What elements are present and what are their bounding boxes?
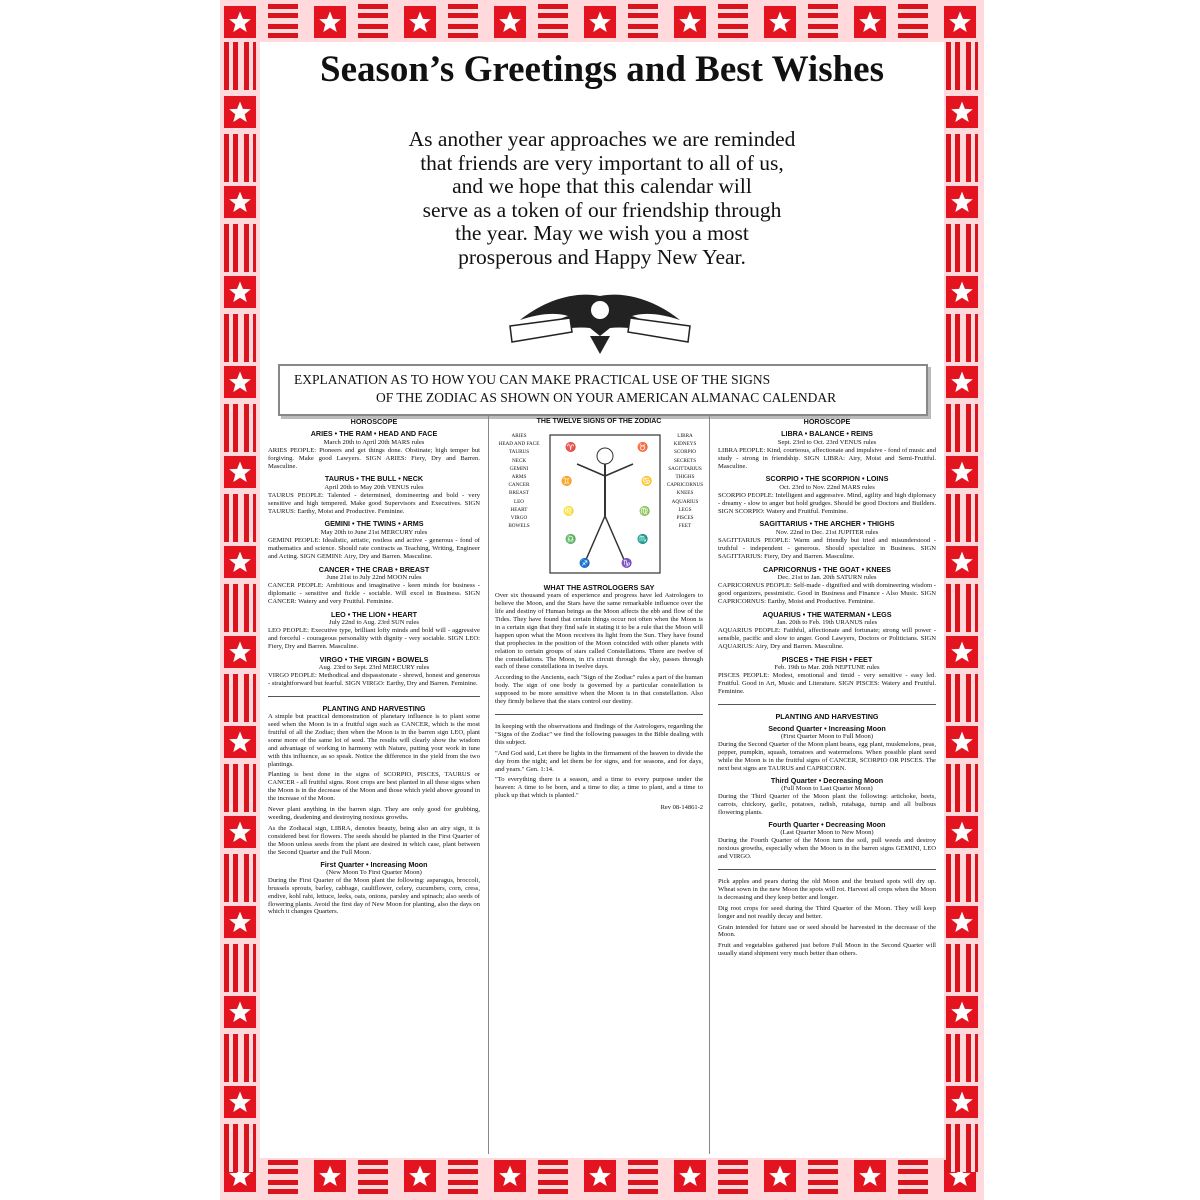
sign-heading: VIRGO • THE VIRGIN • BOWELS <box>319 654 429 664</box>
sign-dates: Aug. 23rd to Sept. 23rd MERCURY rules <box>318 663 430 671</box>
stripe-band <box>224 404 256 452</box>
paragraph: During the First Quarter of the Moon plant the following: asparagus, broccoli, brussels sprouts, barley, cabbage, cauliflower, celery, cucumbers, corn, cress, endive, kohl rabi, lettuce, leeks, oats, onions, parsley and spinach; also seeds of flowering plants. Avoid the first day of New Moon for planting, also the days on which it changes Quarters. <box>268 876 480 916</box>
divider <box>718 869 936 870</box>
star-icon <box>946 366 978 398</box>
paragraph: During the Second Quarter of the Moon plant beans, egg plant, muskmelons, peas, pepper, pumpkin, squash, tomatoes and watermelons. When possible plant seed while the Moon is in the fruitful signs of CANCER, SCORPIO OR PISCES. The next best signs are TAURUS and CAPRICORN. <box>718 741 936 773</box>
svg-text:♏: ♏ <box>637 533 649 544</box>
svg-text:♑: ♑ <box>621 557 633 568</box>
sign-text: SAGITTARIUS PEOPLE: Warm and friendly but tried and misunderstood - truthful - independent - generous. Should specialize in Business. SIGN SAGITTARIUS: Fiery, Dry and Barren. Masculine. <box>718 536 936 560</box>
zodiac-label: VIRGO <box>510 514 528 521</box>
stripe-band <box>946 1034 978 1082</box>
star-icon <box>494 6 526 38</box>
divider <box>268 696 480 697</box>
horoscope-header: HOROSCOPE <box>350 417 398 426</box>
stripe-band <box>946 42 978 90</box>
section-subheading: (First Quarter Moon to Full Moon) <box>780 733 874 741</box>
zodiac-label: HEAD AND FACE <box>498 441 540 448</box>
star-icon <box>946 456 978 488</box>
stripe-band <box>946 764 978 812</box>
zodiac-label: SAGITTARIUS <box>668 465 702 472</box>
sign-heading: LIBRA • BALANCE • REINS <box>781 429 873 439</box>
svg-text:♉: ♉ <box>637 441 649 452</box>
star-icon <box>854 6 886 38</box>
stripe-band <box>718 4 748 40</box>
stripe-band <box>224 224 256 272</box>
star-icon <box>224 636 256 668</box>
greeting-line: the year. May we wish you a most <box>455 221 749 245</box>
star-icon <box>944 6 976 38</box>
sign-text: PISCES PEOPLE: Modest, emotional and timid - very sensitive - easy led. Fruitful. Good in Art, Music and Literature. SIGN PISCES: Watery and Fruitful. Feminine. <box>718 671 936 695</box>
greeting-line: As another year approaches we are reminded <box>408 127 796 151</box>
greeting-line: prosperous and Happy New Year. <box>458 244 746 269</box>
greeting-line: serve as a token of our friendship through <box>422 197 782 222</box>
zodiac-labels-left <box>495 432 543 530</box>
sign-text: ARIES PEOPLE: Pioneers and get things done. Obstinate; high temper but forgiving. Make good Lawyers. SIGN ARIES: Fiery, Dry and Barren. Masculine. <box>268 446 480 470</box>
star-icon <box>946 636 978 668</box>
stripe-band <box>224 42 256 90</box>
paragraph: Never plant anything in the barren sign. They are only good for grubbing, weeding, deadening and destroying noxious growths. <box>268 806 480 821</box>
zodiac-label: CANCER <box>508 482 530 489</box>
stripe-band <box>946 314 978 362</box>
svg-text:♋: ♋ <box>641 475 653 486</box>
sign-entry <box>718 566 936 606</box>
section-heading: PLANTING AND HARVESTING <box>322 703 426 713</box>
explanation-line-1: EXPLANATION AS TO HOW YOU CAN MAKE PRACTICAL USE OF THE SIGNS <box>294 372 771 387</box>
zodiac-label: BOWELS <box>508 523 530 530</box>
star-icon <box>224 546 256 578</box>
stripe-band <box>946 584 978 632</box>
stripe-band <box>898 4 928 40</box>
greeting-message <box>360 128 844 269</box>
stripe-band <box>224 1034 256 1082</box>
zodiac-label: FEET <box>678 523 692 530</box>
zodiac-label: LEO <box>513 498 525 505</box>
sign-text: TAURUS PEOPLE: Talented - determined, domineering and bold - very sensitive and high tempered. Make good Supervisors and Executives. SIGN TAURUS: Earthy, Moist and Productive. Feminine. <box>268 491 480 515</box>
star-icon <box>314 6 346 38</box>
section-heading: Third Quarter • Decreasing Moon <box>770 775 884 785</box>
stripe-band <box>946 854 978 902</box>
sign-text: CANCER PEOPLE: Ambitious and imaginative - keen minds for business - diplomatic - sensitive and fickle - sociable. Will excel in Business. SIGN CANCER: Watery and very Fruitful. Feminine. <box>268 581 480 605</box>
paragraph: Grain intended for future use or seed should be harvested in the decrease of the Moon. <box>718 923 936 939</box>
sign-text: GEMINI PEOPLE: Idealistic, artistic, restless and active - generous - fond of mathematics and science. Should rate contracts as Teaching, Writing, Engineer and Acting. SIGN GEMINI: Airy, Dry and Barren. Masculine. <box>268 536 480 560</box>
paragraph: Fruit and vegetables gathered just before Full Moon in the Second Quarter will usually stand shipment very much better than others. <box>718 942 936 958</box>
stripe-band <box>946 224 978 272</box>
paragraph: According to the Ancients, each "Sign of the Zodiac" rules a part of the human body. The sign of one body is governed by a particular constellation is supposed to be more sensitive when the Moon is in that constellation. Also they firmly believe that the stars control our destiny. <box>495 674 703 706</box>
sign-dates: Jan. 20th to Feb. 19th URANUS rules <box>776 618 878 626</box>
sign-heading: TAURUS • THE BULL • NECK <box>324 474 424 484</box>
zodiac-label: TAURUS <box>508 449 530 456</box>
sign-heading: PISCES • THE FISH • FEET <box>781 654 873 664</box>
zodiac-chart <box>495 430 703 580</box>
star-icon <box>946 996 978 1028</box>
sign-heading: SCORPIO • THE SCORPION • LOINS <box>765 474 889 484</box>
sign-heading: GEMINI • THE TWINS • ARMS <box>324 519 424 529</box>
explanation-line-2: OF THE ZODIAC AS SHOWN ON YOUR AMERICAN ALMANAC CALENDAR <box>376 390 837 405</box>
svg-text:♈: ♈ <box>565 441 577 452</box>
paragraph: During the Third Quarter of the Moon plant the following: artichoke, beets, carrots, chickory, garlic, potatoes, radish, rutabaga, turnip and all bulbous flowering plants. <box>718 793 936 817</box>
section-heading: Second Quarter • Increasing Moon <box>768 724 886 733</box>
star-icon <box>584 6 616 38</box>
section-heading: First Quarter • Increasing Moon <box>320 859 428 869</box>
star-icon <box>946 276 978 308</box>
greeting-line: and we hope that this calendar will <box>452 174 752 198</box>
paragraph: As the Zodiacal sign, LIBRA, denotes beauty, being also an airy sign, it is considered best for flowers. The seeds should be planted in the First Quarter of the Moon unless seeds from the plant are desired in which case, plant between the Second Quarter and the Full Moon. <box>268 824 480 856</box>
content-panel <box>260 42 944 1158</box>
divider <box>718 704 936 705</box>
star-icon <box>224 366 256 398</box>
star-icon <box>946 186 978 218</box>
sign-entry <box>268 520 480 560</box>
star-icon <box>854 1160 886 1192</box>
stripe-band <box>224 854 256 902</box>
star-icon <box>946 1086 978 1118</box>
sign-entry <box>718 520 936 560</box>
star-icon <box>224 276 256 308</box>
zodiac-label: HEART <box>510 506 528 513</box>
zodiac-label: PISCES <box>676 514 694 521</box>
zodiac-label: KIDNEYS <box>673 441 697 448</box>
sign-dates: June 21st to July 22nd MOON rules <box>326 573 422 581</box>
stripe-band <box>946 1124 978 1172</box>
sign-text: CAPRICORNUS PEOPLE: Self-made - dignified and with domineering wisdom - good organizers, pessimistic. Good in Business and Finance - Also Music. SIGN CAPRICORNUS: Earthy, Moist and Productive. Feminine. <box>718 581 936 605</box>
section-heading: Fourth Quarter • Decreasing Moon <box>768 819 886 829</box>
section-heading: WHAT THE ASTROLOGERS SAY <box>543 582 655 592</box>
stripe-band <box>224 584 256 632</box>
sign-entry <box>268 611 480 651</box>
divider <box>495 714 703 715</box>
star-icon <box>404 1160 436 1192</box>
section-subheading: (Last Quarter Moon to New Moon) <box>780 829 874 837</box>
stripe-band <box>898 1160 928 1196</box>
left-column <box>268 414 480 1154</box>
star-icon <box>224 6 256 38</box>
star-icon <box>674 1160 706 1192</box>
stripe-band <box>224 944 256 992</box>
middle-column <box>488 414 710 1154</box>
star-icon <box>584 1160 616 1192</box>
stripe-band <box>448 4 478 40</box>
svg-text:♐: ♐ <box>579 557 591 568</box>
right-column <box>718 414 936 1154</box>
stripe-band <box>946 944 978 992</box>
horoscope-header: HOROSCOPE <box>803 417 851 426</box>
zodiac-label: THIGHS <box>675 473 695 480</box>
star-icon <box>946 726 978 758</box>
paragraph: Pick apples and pears during the old Moon and the bruised spots will dry up. Wheat sown in the new Moon the spots will rot. Harvest all crops when the Moon is decreasing and they keep better and longer. <box>718 878 936 901</box>
star-icon <box>224 906 256 938</box>
stripe-band <box>946 494 978 542</box>
sign-entry <box>268 475 480 515</box>
sign-text: LIBRA PEOPLE: Kind, courteous, affectionate and impulsive - fond of music and study - strong in friendship. SIGN LIBRA: Airy, Moist and Semi-Fruitful. Masculine. <box>718 446 936 470</box>
paragraph: A simple but practical demonstration of planetary influence is to plant some seed when the Moon is in a fruitful sign such as CANCER, which is the most fruitful of all the Zodiac; then when the Moon is in the barren sign LEO, plant some more of the same lot of seed. The results will clearly show the wisdom and advantage of working in harmony with Nature, putting your work in tune with this influence, as so speak. Notice the difference in the yield from the two plantings. <box>268 713 480 768</box>
page-title: Season’s Greetings and Best Wishes <box>320 49 884 90</box>
paragraph: "To everything there is a season, and a time to every purpose under the heaven: A time to be born, and a time to die; a time to plant, and a time to pluck up that which is planted." <box>495 776 703 800</box>
paragraph: Over six thousand years of experience and progress have led Astrologers to believe the Moon, and the Stars have the same remarkable influence over the life and destiny of Human beings as the Moon affects the ebb and flow of the Tides. They have found that certain things occur not often when the Moon is in a certain sign that they find safe in stating it to be a rule that the Moon will happen upon what the Moon receives its light from the Sun. They have found that prophecies in the position of the Moon coincided with other planets with relation to certain groups of stars called Constellations. There are twelve of the constellations. The Moon, in it's circuit through the sky, passes through each of these constellations in twelve days. <box>495 592 703 671</box>
stripe-band <box>268 1160 298 1196</box>
zodiac-label: LIBRA <box>677 432 693 439</box>
section-subheading: (New Moon To First Quarter Moon) <box>326 868 422 876</box>
star-icon <box>946 816 978 848</box>
paragraph: Dig root crops for seed during the Third Quarter of the Moon. They will keep longer and not readily decay and better. <box>718 904 936 920</box>
paragraph: Planting is best done in the signs of SCORPIO, PISCES, TAURUS or CANCER - all fruitful signs. Root crops are best planted in all these signs when the Moon is in the decrease of the Moon and those which yield above ground in the increase of the Moon. <box>268 771 480 803</box>
sign-text: SCORPIO PEOPLE: Intelligent and aggressive. Mind, agility and high diplomacy - dreamy - slow to anger but hold grudges. Should be good Doctors and Builders. SIGN SCORPIO: Watery and Fruitful. Feminine. <box>718 491 936 515</box>
stripe-band <box>718 1160 748 1196</box>
paragraph: "And God said, Let there be lights in the firmament of the heaven to divide the day from the night; and let them be for signs, and for seasons, and for days, and years." Gen. 1:14. <box>495 749 703 773</box>
svg-text:♊: ♊ <box>561 475 573 486</box>
stripe-band <box>628 1160 658 1196</box>
greeting-line: that friends are very important to all of us, <box>420 150 784 175</box>
sign-dates: April 20th to May 20th VENUS rules <box>324 483 424 491</box>
sign-dates: Sept. 23rd to Oct. 23rd VENUS rules <box>777 438 877 446</box>
sign-dates: March 20th to April 20th MARS rules <box>323 438 425 446</box>
star-icon <box>224 816 256 848</box>
stripe-band <box>224 674 256 722</box>
sign-entry <box>268 566 480 606</box>
sign-entry <box>718 611 936 651</box>
stripe-band <box>268 4 298 40</box>
star-icon <box>224 186 256 218</box>
sign-entry <box>718 656 936 696</box>
stripe-band <box>628 4 658 40</box>
stripe-band <box>224 134 256 182</box>
star-icon <box>946 906 978 938</box>
zodiac-label: SCORPIO <box>674 449 696 456</box>
stripe-band <box>358 4 388 40</box>
star-icon <box>314 1160 346 1192</box>
sign-dates: July 22nd to Aug. 23rd SUN rules <box>329 618 419 626</box>
star-icon <box>946 546 978 578</box>
stripe-band <box>946 404 978 452</box>
stripe-band <box>808 4 838 40</box>
zodiac-label: GEMINI <box>509 465 529 472</box>
star-icon <box>764 1160 796 1192</box>
star-icon <box>494 1160 526 1192</box>
zodiac-title: THE TWELVE SIGNS OF THE ZODIAC <box>536 418 662 425</box>
sign-heading: CAPRICORNUS • THE GOAT • KNEES <box>763 564 891 574</box>
zodiac-label: CAPRICORNUS <box>666 482 704 489</box>
stripe-band <box>224 494 256 542</box>
paragraph: During the Fourth Quarter of the Moon turn the soil, pull weeds and destroy noxious growths, especially when the Moon is in the barren signs GEMINI, LEO and VIRGO. <box>718 837 936 861</box>
star-icon <box>764 6 796 38</box>
sign-entry <box>718 475 936 515</box>
star-icon <box>224 996 256 1028</box>
zodiac-man-figure <box>549 434 661 574</box>
sign-text: AQUARIUS PEOPLE: Faithful, affectionate and fortunate; strong will power - sensible, pacific and slow to anger. Good Lawyers, Doctors or Politicians. SIGN AQUARIUS: Airy, Dry and Barren. Masculine. <box>718 626 936 650</box>
stripe-band <box>808 1160 838 1196</box>
star-icon <box>224 726 256 758</box>
stripe-band <box>946 674 978 722</box>
star-icon <box>946 96 978 128</box>
sign-dates: Dec. 21st to Jan. 20th SATURN rules <box>777 573 877 581</box>
star-icon <box>224 1086 256 1118</box>
sign-heading: ARIES • THE RAM • HEAD AND FACE <box>310 429 438 439</box>
zodiac-label: BREAST <box>509 490 529 497</box>
star-icon <box>224 96 256 128</box>
star-icon <box>674 6 706 38</box>
star-icon <box>404 6 436 38</box>
stripe-band <box>538 1160 568 1196</box>
paragraph: In keeping with the observations and findings of the Astrologers, regarding the "Signs of the Zodiac" we find the following passages in the Bible dealing with this subject. <box>495 723 703 746</box>
zodiac-label: SECRETS <box>673 457 697 464</box>
section-subheading: (Full Moon to Last Quarter Moon) <box>781 785 873 793</box>
stripe-band <box>224 1124 256 1172</box>
stripe-band <box>448 1160 478 1196</box>
svg-text:♎: ♎ <box>565 533 577 544</box>
sign-dates: Feb. 19th to Mar. 20th NEPTUNE rules <box>774 663 880 671</box>
sign-entry <box>268 656 480 688</box>
zodiac-label: ARMS <box>511 473 527 480</box>
zodiac-label: LEGS <box>678 506 692 513</box>
stripe-band <box>358 1160 388 1196</box>
stripe-band <box>224 764 256 812</box>
zodiac-label: ARIES <box>511 432 527 439</box>
zodiac-label: AQUARIUS <box>671 498 699 505</box>
page-number: Rev 08-14861-2 <box>660 804 703 812</box>
sign-dates: Nov. 22nd to Dec. 21st JUPITER rules <box>775 528 879 536</box>
zodiac-label: NECK <box>511 457 527 464</box>
zodiac-labels-right <box>665 432 705 530</box>
zodiac-label: KNEES <box>676 490 694 497</box>
sign-dates: May 20th to June 21st MERCURY rules <box>320 528 428 536</box>
sign-text: VIRGO PEOPLE: Methodical and dispassionate - shrewd, honest and generous - straightforward but fearful. SIGN VIRGO: Earthy, Dry and Barren. Feminine. <box>268 671 480 687</box>
sign-dates: Oct. 23rd to Nov. 22nd MARS rules <box>779 483 875 491</box>
sign-heading: LEO • THE LION • HEART <box>330 609 418 619</box>
sign-heading: CANCER • THE CRAB • BREAST <box>318 564 430 574</box>
sign-entry <box>268 430 480 470</box>
sign-text: LEO PEOPLE: Executive type, brilliant lofty minds and bold will - aggressive and forceful - courageous personality with dignity - very sociable. SIGN LEO: Fiery, Dry and Barren. Masculine. <box>268 626 480 650</box>
explanation-banner <box>278 364 928 416</box>
eagle-emblem-icon <box>450 286 750 358</box>
stripe-band <box>946 134 978 182</box>
sign-entry <box>718 430 936 470</box>
stripe-band <box>538 4 568 40</box>
section-heading: PLANTING AND HARVESTING <box>775 711 879 721</box>
star-icon <box>224 456 256 488</box>
svg-text:♌: ♌ <box>563 505 575 516</box>
stripe-band <box>224 314 256 362</box>
sign-heading: SAGITTARIUS • THE ARCHER • THIGHS <box>759 519 895 529</box>
svg-text:♍: ♍ <box>639 505 651 516</box>
sign-heading: AQUARIUS • THE WATERMAN • LEGS <box>762 609 892 619</box>
